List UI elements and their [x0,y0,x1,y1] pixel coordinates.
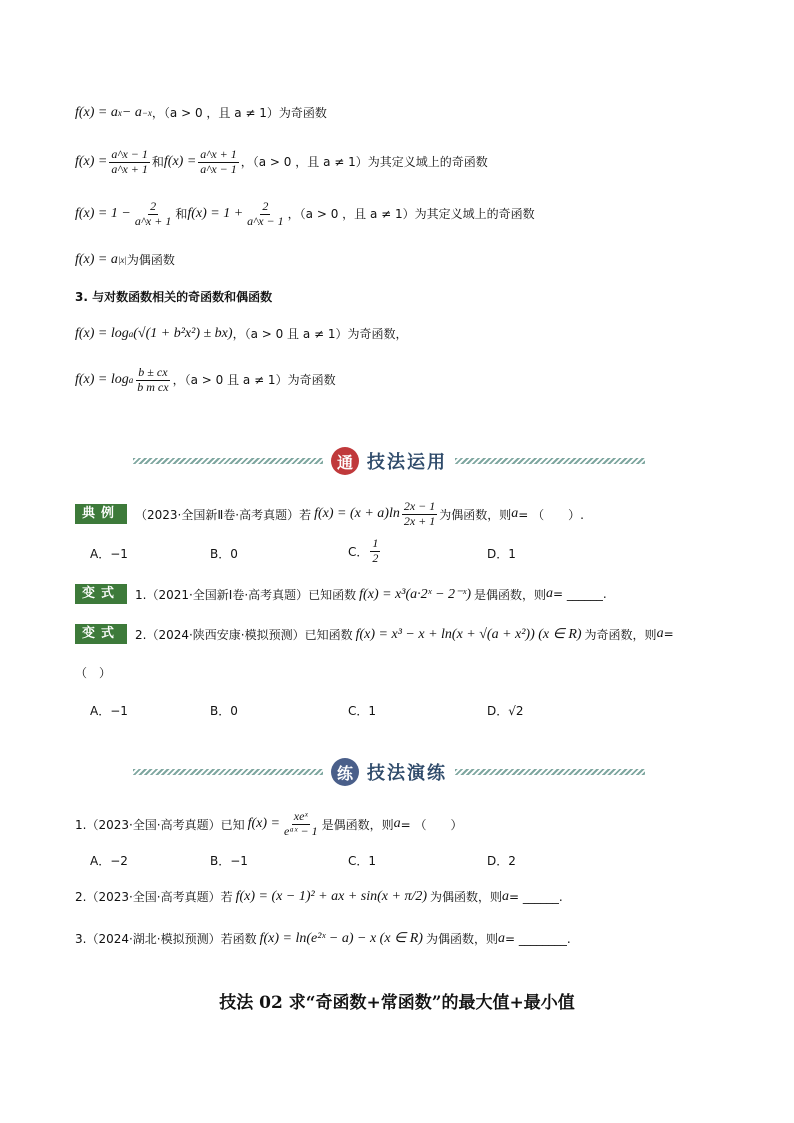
section-3-title [75,290,272,304]
formula-f6-lhs: f(x) = log [75,371,129,387]
banner-2-badge: 练 [331,758,359,786]
formula-f3-den1: a^x + 1 [134,213,172,228]
variant-1-text3: = ______. [553,587,607,601]
variant-2-option-b: B．0 [210,704,238,718]
example-question [75,500,584,529]
practice-3-text: 3.（2024·湖北·模拟预测）若函数 [75,932,257,946]
formula-f5-lhs: f(x) = log [75,326,129,341]
practice-1-option-a: A．−2 [90,854,128,868]
example-var: a [511,506,519,522]
formula-f6-num: b ± cx [138,365,168,379]
variant-1-text2: 是偶函数，则 [474,587,547,602]
formula-frac-odd-2 [75,200,535,229]
formula-f5-sub: a [128,329,134,339]
banner-technique-practice [133,757,663,787]
practice-2-text: 2.（2023·全国·高考真题）若 [75,890,233,904]
formula-f3-lhs2: f(x) = 1 + [187,205,244,221]
practice-2-var: a [502,888,510,904]
formula-f1-sup1: x [117,108,122,118]
formula-f5-cond: ，（a > 0 且 a ≠ 1）为奇函数， [232,327,408,342]
formula-f3-lhs: f(x) = 1 − [75,205,131,221]
variant-2-text: 2.（2024·陕西安康·模拟预测）已知函数 [135,627,353,642]
variant-2-option-a: A．−1 [90,704,128,718]
example-den: 2x + 1 [403,513,436,528]
practice-1-option-c: C．1 [348,854,377,868]
example-text2: 为偶函数，则 [439,507,512,522]
formula-abs-even [75,252,175,269]
formula-f4-sup: |x| [117,255,127,265]
example-option-c-label: C． [348,544,369,559]
formula-f2-den1: a^x + 1 [111,161,148,176]
formula-f3-frac2 [245,200,286,229]
formula-f3-den2: a^x − 1 [247,213,284,228]
practice-1-question [75,810,462,839]
formula-log-sqrt-odd [75,326,408,343]
practice-3-expr: f(x) = ln(e²ˣ − a) − x (x ∈ R) [259,931,423,946]
variant-1-question [75,584,607,604]
formula-f1-sup2: −x [141,108,152,118]
variant-2-option-d: D．√2 [487,704,524,718]
formula-f3-and: 和 [175,207,188,222]
practice-2-text3: = ______. [509,889,563,904]
example-text: （2023·全国新Ⅱ卷·高考真题）若 [135,507,312,522]
practice-1-expr: f(x) = [247,816,280,832]
formula-f2-num1: a^x − 1 [111,147,148,161]
practice-1-option-d: D．2 [487,854,516,868]
variant-2-expr: f(x) = x³ − x + ln(x + √(a + x²)) (x ∈ R) [355,626,582,642]
formula-f6-frac [135,366,170,395]
practice-1-text: 1.（2023·全国·高考真题）已知 [75,817,245,832]
formula-f3-frac1 [133,200,174,229]
formula-f2-lhs: f(x) = [75,153,108,169]
practice-1-option-b: B．−1 [210,854,248,868]
formula-f2-frac2 [198,148,239,177]
practice-3-var: a [498,930,505,946]
variant-1-var: a [546,586,554,601]
formula-frac-odd [75,148,488,177]
example-option-c-frac [370,537,380,566]
banner-1-stripe-left [133,458,323,464]
banner-technique-application [133,446,663,476]
formula-f2-frac1 [109,148,150,177]
practice-2-text2: 为偶函数，则 [430,890,503,904]
banner-2-stripe-left [133,769,323,775]
formula-f1-lhs: f(x) = a [75,105,118,120]
formula-f6-cond: ，（a > 0 且 a ≠ 1）为奇函数 [172,373,336,388]
variant-1-text: 1.（2021·全国新Ⅰ卷·高考真题）已知函数 [135,587,357,602]
example-option-a: A．−1 [90,547,128,561]
practice-1-frac [282,810,320,839]
practice-1-den: eᵃˣ − 1 [284,823,318,838]
formula-f3-num2: 2 [262,199,269,213]
practice-1-text2: 是偶函数，则 [321,817,394,832]
practice-2-question [75,888,563,905]
example-option-c-den: 2 [372,550,379,565]
example-option-c [348,537,382,566]
formula-f2-lhs2: f(x) = [163,153,197,169]
banner-2-title: 技法演练 [367,763,447,784]
variant-2-paren: （ ） [75,666,112,680]
example-option-c-num: 1 [372,536,379,550]
formula-f2-cond: ，（a > 0 ，且 a ≠ 1）为其定义域上的奇函数 [240,155,488,170]
formula-f4-cond: 为偶函数 [126,253,175,268]
formula-exp-odd [75,105,327,122]
practice-1-var: a [393,816,401,832]
variant-1-tag: 变式 [75,584,127,604]
practice-1-text3: = （ ） [400,817,463,832]
formula-f1-cond: ，（a > 0 ，且 a ≠ 1）为奇函数 [151,106,327,121]
formula-f2-num2: a^x + 1 [200,147,237,161]
example-frac [402,500,437,529]
example-expr: f(x) = (x + a)ln [314,506,400,522]
practice-1-num: xeˣ [293,809,308,823]
technique-02-heading: 技法 02 求“奇函数+常函数”的最大值+最小值 [219,993,575,1013]
practice-3-question [75,930,571,947]
formula-f1-mid: − a [121,105,142,120]
variant-2-option-c: C．1 [348,704,377,718]
formula-f2-den2: a^x − 1 [200,161,237,176]
formula-f6-den: b m cx [137,379,169,394]
banner-1-stripe-right [455,458,645,464]
formula-f6-sub: a [128,374,134,385]
practice-3-text3: = ________. [505,931,571,946]
formula-f2-and: 和 [151,155,164,170]
banner-2-stripe-right [455,769,645,775]
variant-2-text3: = [663,627,674,641]
variant-1-expr: f(x) = x³(a·2ˣ − 2⁻ˣ) [359,586,472,602]
example-tag: 典例 [75,504,127,524]
variant-2-tag: 变式 [75,624,127,644]
variant-2-var: a [656,626,664,641]
example-num: 2x − 1 [403,499,436,513]
formula-f3-num1: 2 [150,199,157,213]
practice-2-expr: f(x) = (x − 1)² + ax + sin(x + π/2) [235,888,428,904]
formula-f4-lhs: f(x) = a [75,252,118,267]
example-option-d: D．1 [487,547,516,561]
formula-f3-cond: ，（a > 0 ，且 a ≠ 1）为其定义域上的奇函数 [287,207,535,222]
formula-log-frac-odd [75,366,336,395]
section-3-text: 3. 与对数函数相关的奇函数和偶函数 [75,290,273,304]
practice-3-text2: 为偶函数，则 [425,932,498,946]
example-text3: = （ ）. [518,507,584,522]
banner-1-badge: 通 [331,447,359,475]
variant-2-text2: 为奇函数，则 [584,627,657,642]
formula-f5-arg: (√(1 + b²x²) ± bx) [133,326,233,341]
banner-1-title: 技法运用 [367,452,447,473]
example-option-b: B．0 [210,547,238,561]
variant-2-question [75,624,674,644]
